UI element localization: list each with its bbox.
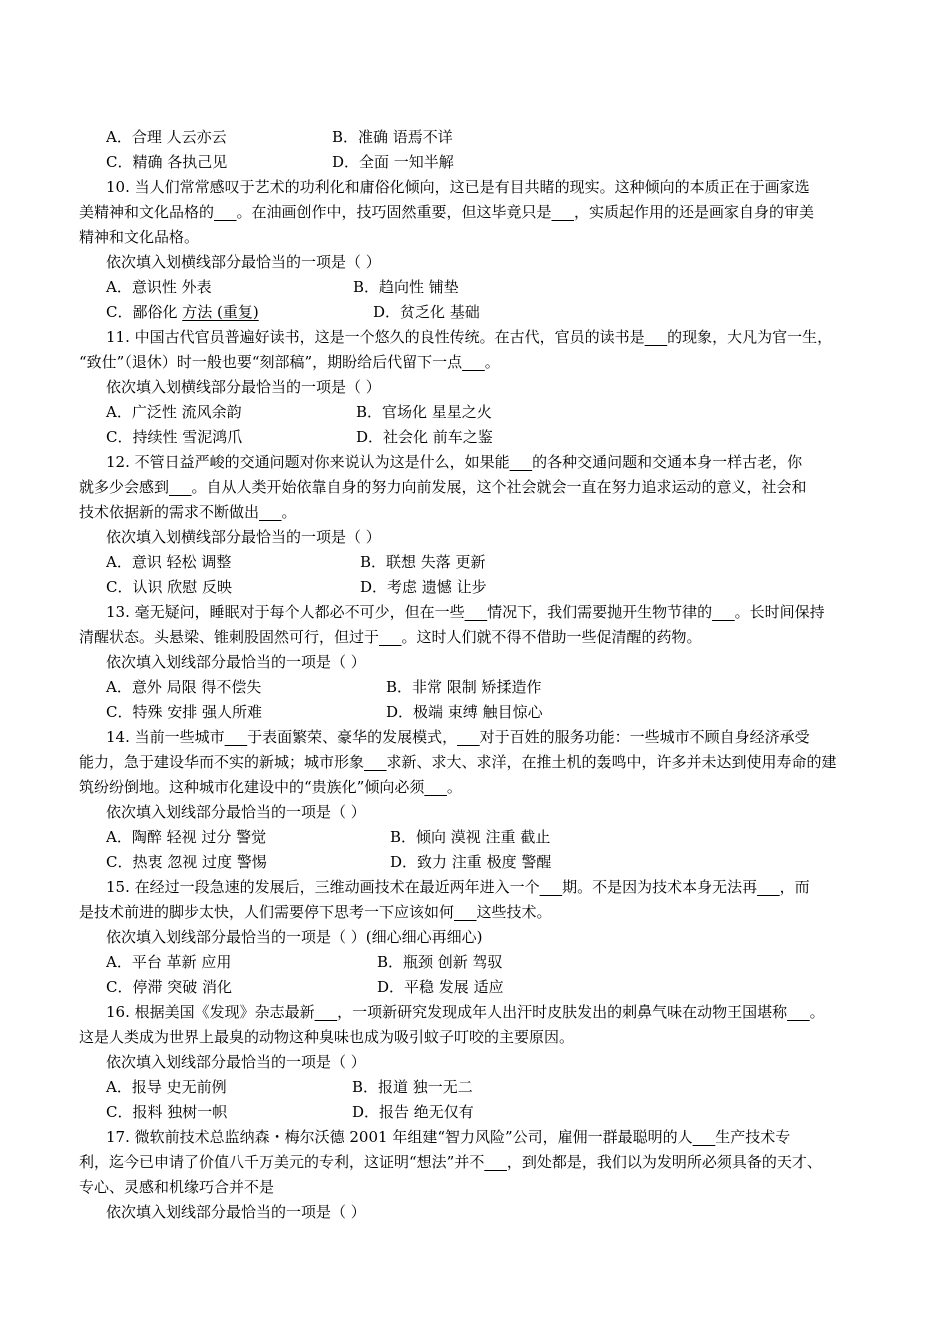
answer-option [106,427,242,447]
text-segment: A．广泛性 流风余韵 [106,403,242,421]
answer-option [332,127,453,147]
line-text [106,877,810,897]
text-segment: 能力，急于建设华而不实的新城；城市形象 [79,753,365,771]
text-segment: 。长时间保持 [734,603,825,621]
blank-underline: ___ [757,878,780,896]
text-segment: B．倾向 漠视 注重 截止 [390,828,551,846]
blank-underline: ___ [379,628,402,646]
text-segment: A．报导 史无前例 [106,1078,227,1096]
text-segment: D．全面 一知半解 [332,153,454,171]
text-segment: 筑纷纷倒地。这种城市化建设中的“贵族化”倾向必须 [79,778,425,796]
blank-underline: ___ [224,728,248,746]
text-segment: 。这时人们就不得不借助一些促清醒的药物。 [401,628,702,646]
text-segment: C．报料 独树一帜 [106,1103,228,1121]
text-segment: D．极端 束缚 触目惊心 [386,703,543,721]
text-segment: 13. 毫无疑问，睡眠对于每个人都必不可少，但在一些 [106,603,465,621]
text-segment: 。 [281,503,297,521]
line-text [79,902,552,922]
blank-underline: 方法 (重复) [182,303,259,321]
blank-underline: ___ [509,453,533,471]
text-segment: “致仕”（退休）时一般也要“刻部稿”，期盼给后代留下一点 [79,353,463,371]
answer-option [356,402,492,422]
text-segment: 依次填入划线部分最恰当的一项是（ ） [106,803,366,821]
answer-option [390,852,551,872]
text-segment: 清醒状态。头悬梁、锥刺股固然可行，但过于 [79,628,380,646]
line-text [79,627,702,647]
blank-underline: ___ [462,353,485,371]
text-segment: 依次填入划横线部分最恰当的一项是（ ） [106,378,381,396]
text-segment: ，而 [779,878,810,896]
text-segment: 对于百姓的服务功能：一些城市不顾自身经济承受 [479,728,810,746]
line-text [79,202,814,222]
text-segment: 期。不是因为技术本身无法再 [562,878,758,896]
answer-option [106,402,242,422]
text-segment: 11. 中国古代官员普遍好读书，这是一个悠久的良性传统。在古代，官员的读书是 [106,328,645,346]
answer-option [386,677,542,697]
text-segment: 的现象，大凡为官一生， [667,328,833,346]
answer-option [106,152,227,172]
text-segment: 。 [809,1003,825,1021]
text-segment: B．非常 限制 矫揉造作 [386,678,542,696]
answer-option [352,1077,473,1097]
line-text [106,802,366,822]
text-segment: D．社会化 前车之鉴 [356,428,493,446]
blank-underline: ___ [457,728,480,746]
line-text [79,477,807,497]
line-text [79,502,297,522]
line-text [106,652,366,672]
answer-option [352,1102,474,1122]
line-text [79,227,199,247]
text-segment: ，到处都是，我们以为发明所必须具备的天才、 [506,1153,822,1171]
line-text [106,252,381,272]
line-text [79,1177,274,1197]
text-segment: ，一项新研究发现成年人出汗时皮肤发出的刺鼻气味在动物王国堪称 [337,1003,788,1021]
blank-underline: ___ [484,1153,507,1171]
text-segment: 17. 微软前技术总监纳森・梅尔沃德 2001 年组建“智力风险”公司，雇佣一群最聪明的人 [106,1128,693,1146]
text-segment: 是技术前进的脚步太快，人们需要停下思考一下应该如何 [79,903,455,921]
line-text [79,752,837,772]
text-segment: ，实质起作用的还是画家自身的审美 [574,203,815,221]
text-segment: 求新、求大、求洋，在推土机的轰鸣中，许多并未达到使用寿命的建 [386,753,837,771]
line-text [106,452,802,472]
text-segment: C．持续性 雪泥鸿爪 [106,428,243,446]
text-segment: 依次填入划线部分最恰当的一项是（ ） [106,1203,366,1221]
blank-underline: ___ [454,903,477,921]
text-segment: 15. 在经过一段急速的发展后，三维动画技术在最近两年进入一个 [106,878,540,896]
line-text [79,1152,822,1172]
answer-option [386,702,543,722]
text-segment: 于表面繁荣、豪华的发展模式， [247,728,458,746]
text-segment: 技术依据新的需求不断做出 [79,503,260,521]
blank-underline: ___ [787,1003,810,1021]
answer-option [106,552,231,572]
answer-option [360,552,486,572]
line-text [106,927,482,947]
blank-underline: ___ [551,203,575,221]
text-segment: 这是人类成为世界上最臭的动物这种臭味也成为吸引蚊子叮咬的主要原因。 [79,1028,575,1046]
text-segment: C．鄙俗化 [106,303,183,321]
answer-option [390,827,550,847]
text-segment: D．平稳 发展 适应 [377,978,504,996]
answer-option [106,702,262,722]
answer-option [377,977,504,997]
answer-option [356,427,493,447]
answer-option [106,677,261,697]
text-segment: C．热衷 忽视 过度 警惕 [106,853,267,871]
text-segment: C．精确 各执己见 [106,153,228,171]
text-segment: A．合理 人云亦云 [106,128,227,146]
text-segment: 生产技术专 [715,1128,791,1146]
line-text [106,1202,366,1222]
line-text [106,327,832,347]
text-segment: 情况下，我们需要抛开生物节律的 [487,603,713,621]
answer-option [106,827,266,847]
line-text [106,1052,366,1072]
answer-option [377,952,503,972]
text-segment: 就多少会感到 [79,478,170,496]
text-segment: 这些技术。 [476,903,552,921]
text-segment: 12. 不管日益严峻的交通问题对你来说认为这是什么，如果能 [106,453,510,471]
line-text [106,1002,825,1022]
text-segment: B．准确 语焉不详 [332,128,453,146]
blank-underline: ___ [424,778,447,796]
text-segment: 16. 根据美国《发现》杂志最新 [106,1003,315,1021]
blank-underline: ___ [314,1003,338,1021]
text-segment: 依次填入划线部分最恰当的一项是（ ）(细心细心再细心) [106,928,483,946]
text-segment: 14. 当前一些城市 [106,728,225,746]
text-segment: B．官场化 星星之火 [356,403,492,421]
answer-option [106,577,232,597]
text-segment: 专心、灵感和机缘巧合并不是 [79,1178,275,1196]
line-text [106,727,810,747]
blank-underline: ___ [169,478,192,496]
text-segment: B．联想 失落 更新 [360,553,486,571]
line-text [106,377,381,397]
text-segment: D．贫乏化 基础 [373,303,480,321]
text-segment: 10. 当人们常常感叹于艺术的功利化和庸俗化倾向，这已是有目共睹的现实。这种倾向的本质正在于画家选 [106,178,810,196]
text-segment: 精神和文化品格。 [79,228,200,246]
blank-underline: ___ [214,203,237,221]
text-segment: B．报道 独一无二 [352,1078,473,1096]
answer-option [106,127,227,147]
line-text [106,527,381,547]
text-segment: C．特殊 安排 强人所难 [106,703,263,721]
text-segment: 依次填入划横线部分最恰当的一项是（ ） [106,528,381,546]
answer-option [106,1077,227,1097]
text-segment: A．陶醉 轻视 过分 警觉 [106,828,267,846]
blank-underline: ___ [644,328,668,346]
blank-underline: ___ [692,1128,716,1146]
answer-option [106,277,212,297]
line-text [106,177,810,197]
text-segment: 美精神和文化品格的 [79,203,215,221]
text-segment: A．意外 局限 得不偿失 [106,678,262,696]
text-segment: D．考虑 遗憾 让步 [360,578,487,596]
text-segment: 。在油画创作中，技巧固然重要，但这毕竟只是 [236,203,552,221]
text-segment: 依次填入划线部分最恰当的一项是（ ） [106,653,366,671]
text-segment: 利，迄今已申请了价值八千万美元的专利，这证明“想法”并不 [79,1153,485,1171]
blank-underline: ___ [539,878,563,896]
answer-option [360,577,487,597]
answer-option [106,977,232,997]
text-segment: B．瓶颈 创新 驾驭 [377,953,503,971]
answer-option [106,302,259,322]
line-text [106,1127,790,1147]
line-text [79,777,462,797]
text-segment: B．趋向性 铺垫 [353,278,459,296]
answer-option [106,852,267,872]
text-segment: 。自从人类开始依靠自身的努力向前发展，这个社会就会一直在努力追求运动的意义，社会和 [191,478,807,496]
answer-option [106,952,231,972]
text-segment: 。 [484,353,500,371]
line-text [79,1027,574,1047]
text-segment: 。 [446,778,462,796]
text-segment: 依次填入划横线部分最恰当的一项是（ ） [106,253,381,271]
answer-option [353,277,459,297]
text-segment: A．意识性 外表 [106,278,212,296]
blank-underline: ___ [464,603,488,621]
line-text [79,352,500,372]
answer-option [332,152,454,172]
answer-option [373,302,480,322]
text-segment: C．认识 欣慰 反映 [106,578,233,596]
blank-underline: ___ [259,503,282,521]
text-segment: C．停滞 突破 消化 [106,978,233,996]
text-segment: A．意识 轻松 调整 [106,553,232,571]
blank-underline: ___ [364,753,387,771]
text-segment: D．致力 注重 极度 警醒 [390,853,552,871]
answer-option [106,1102,227,1122]
text-segment: D．报告 绝无仅有 [352,1103,474,1121]
text-segment: 的各种交通问题和交通本身一样古老，你 [532,453,803,471]
blank-underline: ___ [712,603,735,621]
line-text [106,602,825,622]
text-segment: 依次填入划线部分最恰当的一项是（ ） [106,1053,366,1071]
text-segment: A．平台 革新 应用 [106,953,232,971]
